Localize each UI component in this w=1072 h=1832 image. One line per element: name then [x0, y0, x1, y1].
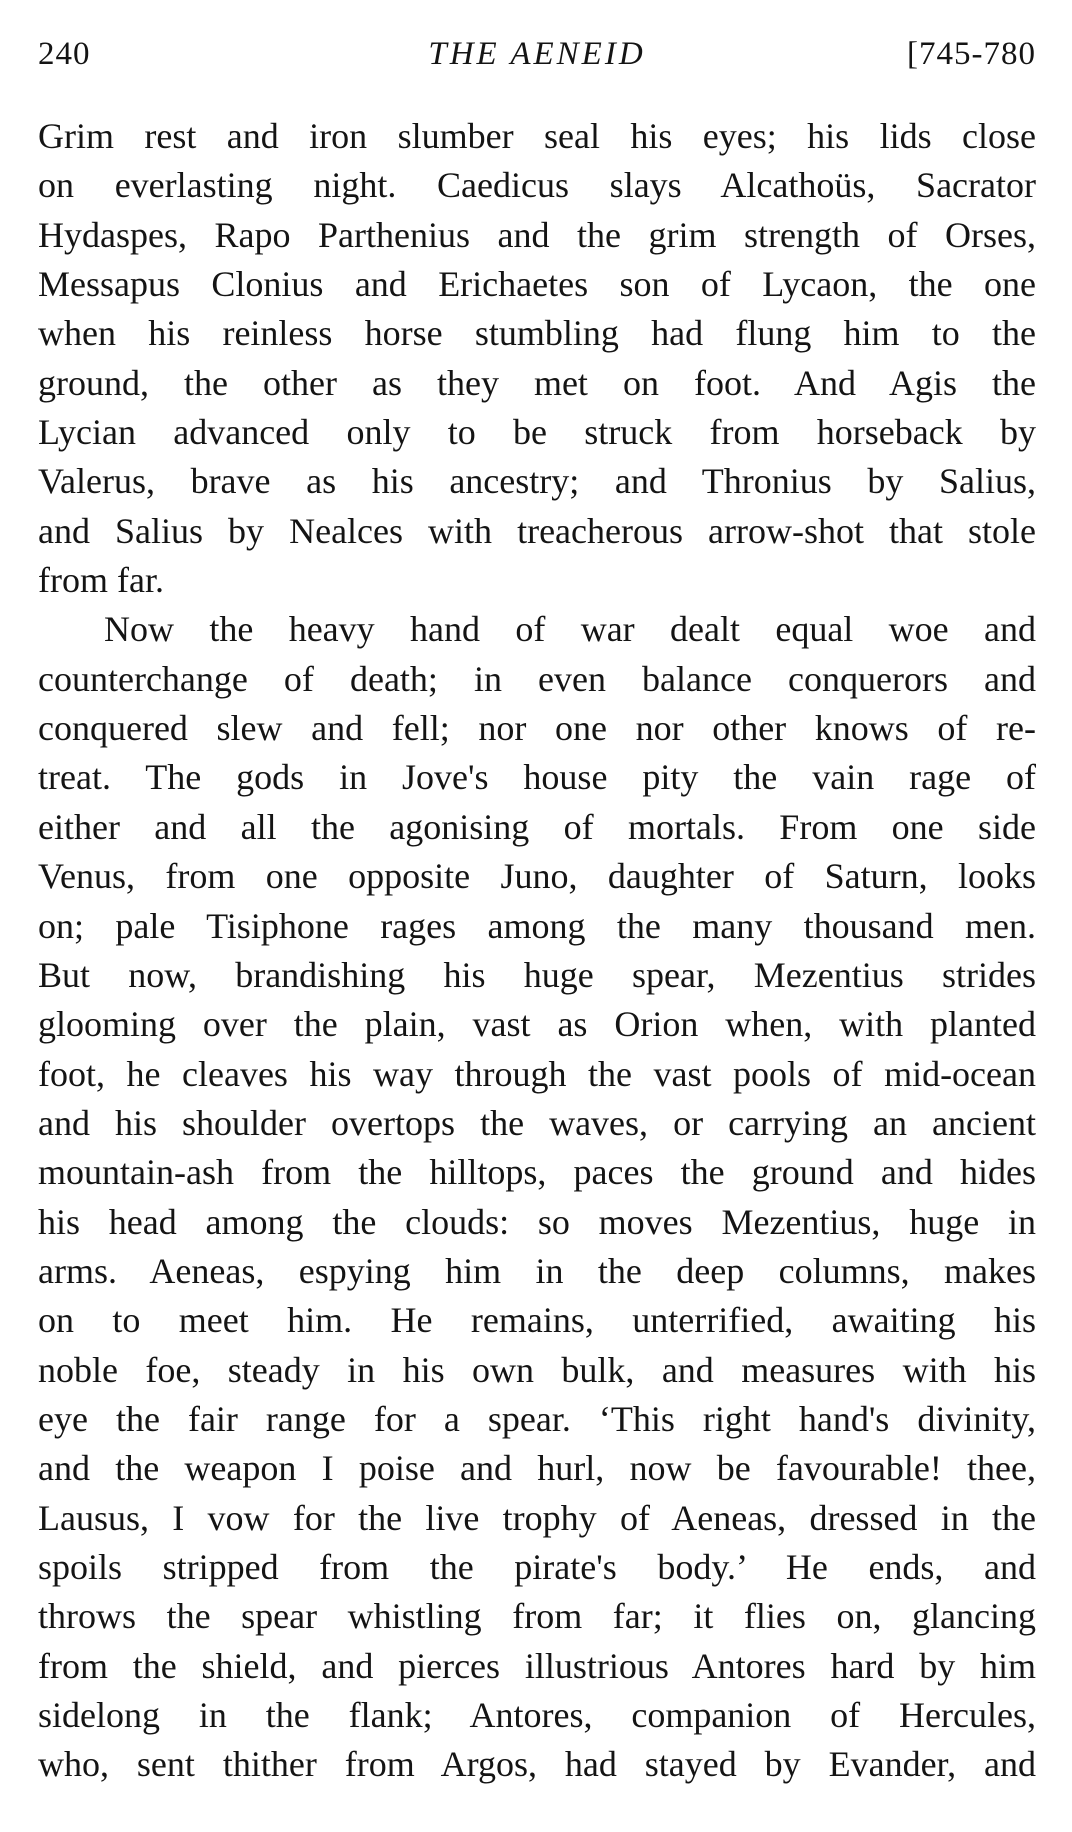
text-line: Now the heavy hand of war dealt equal woe and	[104, 609, 1036, 650]
text-line: Hydaspes, Rapo Parthenius and the grim strength of Orses,	[38, 214, 1036, 255]
text-line: spoils stripped from the pirate's body.’ He ends, and	[38, 1546, 1036, 1587]
text-line: ground, the other as they met on foot. And Agis the	[38, 362, 1036, 403]
text-line: Lausus, I vow for the live trophy of Aeneas, dressed in the	[38, 1497, 1036, 1538]
text-line: But now, brandishing his huge spear, Mezentius strides	[38, 954, 1036, 995]
text-line: who, sent thither from Argos, had stayed by Evander, and	[38, 1744, 1036, 1785]
text-line: noble foe, steady in his own bulk, and measures with his	[38, 1349, 1036, 1390]
text-line: Messapus Clonius and Erichaetes son of Lycaon, the one	[38, 264, 1036, 305]
page-number: 240	[38, 36, 91, 72]
text-line: and his shoulder overtops the waves, or carrying an ancient	[38, 1102, 1036, 1143]
text-line: Venus, from one opposite Juno, daughter of Saturn, looks	[38, 856, 1036, 897]
text-line: arms. Aeneas, espying him in the deep columns, makes	[38, 1250, 1036, 1291]
text-line: and the weapon I poise and hurl, now be favourable! thee,	[38, 1448, 1036, 1489]
line-range: [745-780	[907, 36, 1036, 72]
text-line: glooming over the plain, vast as Orion when, with planted	[38, 1004, 1036, 1045]
text-line: sidelong in the flank; Antores, companion of Hercules,	[38, 1695, 1036, 1735]
text-line: treat. The gods in Jove's house pity the vain rage of	[38, 757, 1036, 798]
text-line: on to meet him. He remains, unterrified, awaiting his	[38, 1300, 1036, 1341]
text-line: his head among the clouds: so moves Mezentius, huge in	[38, 1201, 1036, 1242]
text-line: from the shield, and pierces illustrious Antores hard by him	[38, 1645, 1036, 1686]
text-line: Lycian advanced only to be struck from horseback by	[38, 412, 1036, 453]
body-text	[38, 112, 1036, 1790]
text-line: from far.	[38, 560, 164, 601]
text-line: on everlasting night. Caedicus slays Alcathoüs, Sacrator	[38, 165, 1036, 206]
text-line: when his reinless horse stumbling had flung him to the	[38, 313, 1036, 354]
running-head	[38, 36, 1036, 84]
text-line: eye the fair range for a spear. ‘This right hand's divinity,	[38, 1398, 1036, 1439]
text-line: conquered slew and fell; nor one nor other knows of re-	[38, 708, 1036, 749]
text-line: Valerus, brave as his ancestry; and Thronius by Salius,	[38, 461, 1036, 502]
text-line: mountain-ash from the hilltops, paces the ground and hides	[38, 1152, 1036, 1193]
text-line: Grim rest and iron slumber seal his eyes; his lids close	[38, 116, 1036, 156]
text-line: counterchange of death; in even balance conquerors and	[38, 658, 1036, 699]
paragraph-1	[38, 112, 1036, 605]
paragraph-2	[38, 605, 1036, 1789]
text-line: and Salius by Nealces with treacherous arrow-shot that stole	[38, 510, 1036, 551]
text-line: either and all the agonising of mortals. From one side	[38, 806, 1036, 847]
text-line: on; pale Tisiphone rages among the many thousand men.	[38, 905, 1036, 946]
text-line: throws the spear whistling from far; it flies on, glancing	[38, 1596, 1036, 1637]
text-line: foot, he cleaves his way through the vast pools of mid-ocean	[38, 1053, 1036, 1094]
book-title: THE AENEID	[428, 36, 646, 72]
